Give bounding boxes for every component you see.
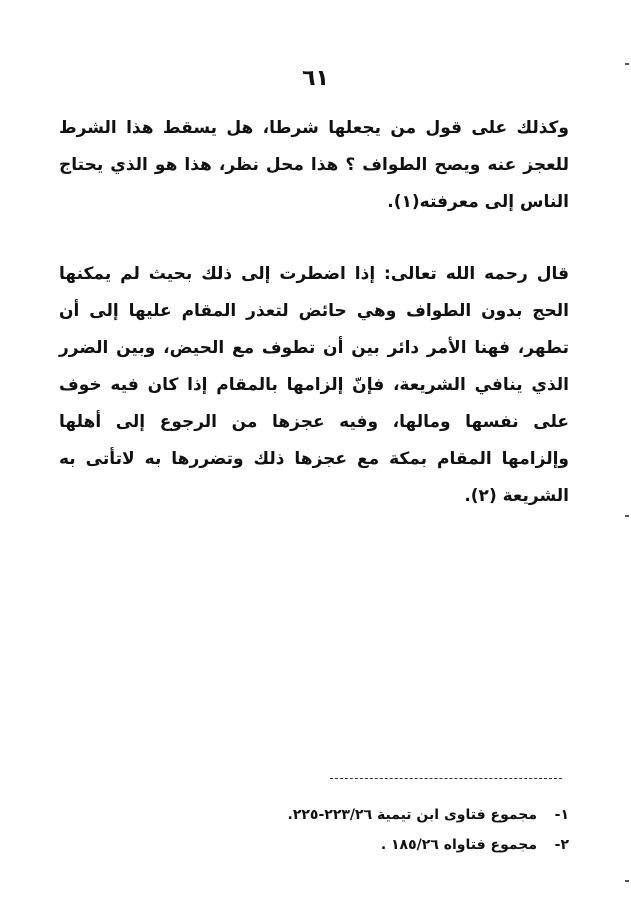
paragraph-1 <box>59 110 569 221</box>
footnote-2-text: مجموع فتاواه ١٨٥/٢٦ . <box>380 837 537 853</box>
scan-edge-mark <box>625 880 629 882</box>
footnote-separator <box>330 778 562 779</box>
footnote-2 <box>109 830 569 860</box>
footnote-1-text: مجموع فتاوى ابن تيمية ٢٢٣/٢٦-٢٢٥. <box>287 807 537 823</box>
footnote-1-number: ١- <box>554 807 569 823</box>
scan-edge-mark <box>625 63 629 65</box>
page-number: ٦١ <box>302 66 329 91</box>
footnotes <box>109 800 569 860</box>
footnote-1 <box>109 800 569 830</box>
scan-edge-mark <box>625 515 629 517</box>
paragraph-1-text: وكذلك على قول من يجعلها شرطا، هل يسقط هذا الشرط للعجز عنه ويصح الطواف ؟ هذا محل نظر، هذا هو الذي يحتاج الناس إلى معرفته(١). <box>59 118 569 212</box>
footnote-2-number: ٢- <box>554 837 569 853</box>
paragraph-2-text: قال رحمه الله تعالى: إذا اضطرت إلى ذلك بحيث لم يمكنها الحج بدون الطواف وهي حائض لتعذر المقام عليها إلى أن تطهر، فهنا الأمر دائر بين أن تطوف مع الحيض، وبين الضرر الذي ينافي الشريعة، فإنّ إلزامها بالمقام إذا كان فيه خوف على نفسها ومالها، وفيه عجزها من الرجوع إلى أهلها وإلزامها المقام بمكة مع عجزها ذلك وتضررها به لاتأتى به الشريعة (٢). <box>59 264 569 506</box>
paragraph-2 <box>59 256 569 515</box>
